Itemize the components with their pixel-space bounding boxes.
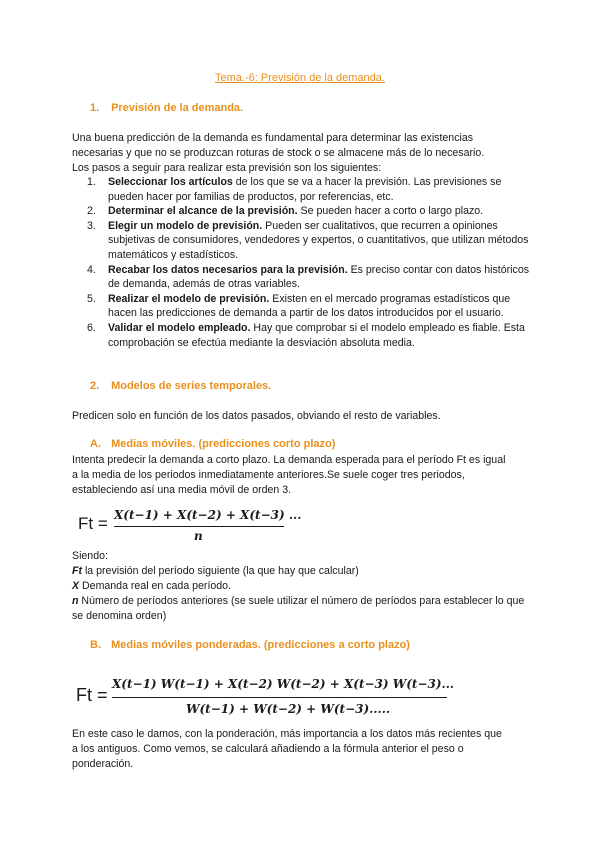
- section-2-heading: [90, 380, 271, 392]
- step-title: Seleccionar los artículos: [108, 176, 233, 188]
- list-item: [72, 292, 532, 321]
- subsection-a-title: Medias móviles. (predicciones corto plazo): [111, 438, 336, 450]
- definition-item: [72, 564, 532, 579]
- section-2-number: 2.: [90, 380, 100, 392]
- step-number: 5.: [87, 292, 96, 305]
- step-text: Es preciso contar con datos históricos de demanda, además de otras variables.: [108, 263, 530, 291]
- formula-b-denominator: W(t−1) + W(t−2) + W(t−3).....: [186, 702, 391, 716]
- subsection-a-heading: [90, 438, 335, 450]
- subsection-b-text: [72, 727, 532, 772]
- section-1-number: 1.: [90, 102, 100, 114]
- formula-a-numerator: X(t−1) + X(t−2) + X(t−3) ...: [114, 508, 302, 522]
- formula-b-numerator: X(t−1) W(t−1) + X(t−2) W(t−2) + X(t−3) W(t−3)...: [112, 677, 455, 691]
- step-text: Hay que comprobar si el modelo empleado es fiable. Esta comprobación se efectúa mediante la desviación absoluta media.: [108, 321, 525, 349]
- text-line: Intenta predecir la demanda a corto plazo. La demanda esperada para el período Ft es igual: [72, 454, 506, 466]
- section-1-intro: [72, 131, 532, 176]
- step-title: Realizar el modelo de previsión.: [108, 292, 270, 305]
- subsection-b-title: Medias móviles ponderadas. (predicciones a corto plazo): [111, 639, 410, 651]
- intro-line: Una buena predicción de la demanda es fundamental para determinar las existencias: [72, 132, 474, 144]
- definition-symbol: X: [72, 580, 80, 592]
- definition-symbol: n: [72, 595, 79, 607]
- section-2-title: Modelos de series temporales.: [111, 380, 272, 392]
- definition-item: [72, 579, 532, 594]
- step-title: Validar el modelo empleado.: [108, 321, 251, 334]
- text-line: a los antiguos. Como vemos, se calculará añadiendo a la fórmula anterior el peso o: [72, 743, 464, 755]
- list-item: [72, 263, 532, 292]
- page-title: Tema.-6: Previsión de la demanda.: [215, 72, 385, 84]
- definition-text: Número de períodos anteriores (se suele utilizar el número de períodos para establecer lo que se denomina orden): [72, 595, 525, 622]
- step-number: 3.: [87, 219, 96, 232]
- intro-line: Los pasos a seguir para realizar esta previsión son los siguientes:: [72, 162, 382, 174]
- definition-symbol: Ft: [72, 565, 82, 577]
- text-line: estableciendo así una media móvil de orden 3.: [72, 484, 292, 496]
- text-line: ponderación.: [72, 758, 134, 770]
- step-text: Pueden ser cualitativos, que recurren a opiniones subjetivas de consumidores, vendedores y expertos, o cuantitativos, que utilizan métodos matemáticos y estadísticos.: [108, 219, 529, 261]
- list-item: [72, 219, 532, 263]
- section-1-title: Previsión de la demanda.: [111, 102, 244, 114]
- formula-a-fraction-bar: [114, 526, 284, 527]
- formula-a-denominator: n: [194, 529, 203, 543]
- step-number: 2.: [87, 205, 96, 218]
- formula-b-lhs: Ft =: [76, 685, 108, 705]
- list-item: [72, 204, 532, 219]
- subsection-b-letter: B.: [90, 639, 101, 651]
- step-text: de los que se va a hacer la previsión. Las previsiones se pueden hacer por familias de productos, por referencias, etc.: [108, 176, 502, 203]
- text-line: a la media de los periodos inmediatamente anteriores.Se suele coger tres periodos,: [72, 469, 465, 481]
- siendo-label: Siendo:: [72, 550, 108, 562]
- list-item: [72, 321, 532, 350]
- section-1-heading: [90, 102, 243, 114]
- step-title: Elegir un modelo de previsión.: [108, 219, 263, 232]
- subsection-a-text: [72, 453, 532, 498]
- steps-list: [72, 175, 532, 350]
- step-text: Se pueden hacer a corto o largo plazo.: [297, 205, 484, 218]
- subsection-b-heading: [90, 639, 410, 651]
- step-number: 1.: [87, 176, 96, 188]
- definition-text: Demanda real en cada período.: [79, 580, 232, 592]
- step-number: 4.: [87, 263, 96, 276]
- formula-a-lhs: Ft =: [78, 514, 108, 533]
- text-line: En este caso le damos, con la ponderación, más importancia a los datos más recientes que: [72, 728, 502, 740]
- section-2-intro: Predicen solo en función de los datos pasados, obviando el resto de variables.: [72, 410, 441, 422]
- list-item: [72, 175, 532, 204]
- step-title: Recabar los datos necesarios para la previsión.: [108, 263, 348, 276]
- intro-line: necesarias y que no se produzcan roturas de stock o se almacene más de lo necesario.: [72, 147, 485, 159]
- definition-text: la previsión del período siguiente (la que hay que calcular): [82, 565, 359, 577]
- definition-item: [72, 594, 532, 624]
- definitions: [72, 549, 532, 624]
- step-number: 6.: [87, 321, 96, 334]
- step-title: Determinar el alcance de la previsión.: [108, 205, 298, 218]
- step-text: Existen en el mercado programas estadísticos que hacen las predicciones de demanda a partir de los datos introducidos por el usuario.: [108, 292, 511, 320]
- formula-b-fraction-bar: [112, 697, 447, 698]
- subsection-a-letter: A.: [90, 438, 101, 450]
